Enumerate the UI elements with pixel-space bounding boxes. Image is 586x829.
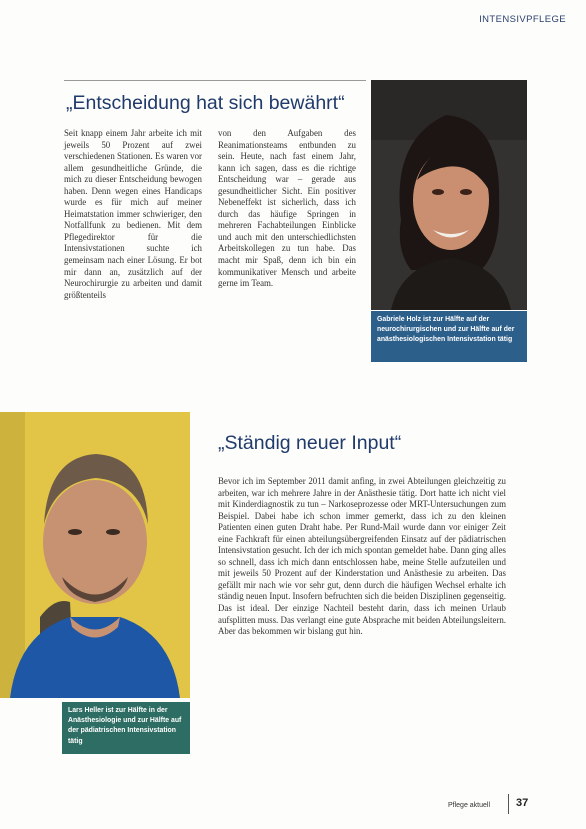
title-rule <box>64 80 366 81</box>
caption-1: Gabriele Holz ist zur Hälfte auf der neurochirurgischen und zur Hälfte auf der anästhesiologischen Intensivstation tätig <box>371 311 527 362</box>
article2-title: „Ständig neuer Input“ <box>218 432 402 454</box>
article1-col1-text: Seit knapp einem Jahr arbeite ich mit jeweils 50 Prozent auf zwei verschiedenen Stationen. Es waren vor allem gesundheitliche Gründe, die mich zu dieser Entscheidung bewogen haben. Denn wegen eines Handicaps wurde es für mich auf meiner Heimatstation immer schwieriger, den Notfallfunk zu bedienen. Mit dem Pflegedirektor für die Intensivstationen suchte ich gemeinsam nach einer Lösung. Er bot mir dann an, zusätzlich auf der Neurochirurgie zu arbeiten und damit größtenteils <box>64 128 202 300</box>
portrait-woman-illustration <box>371 80 527 310</box>
article1-title: „Entscheidung hat sich bewährt“ <box>66 92 345 114</box>
portrait-man-illustration <box>0 412 190 698</box>
article1-column-2 <box>218 128 356 290</box>
portrait-photo-1 <box>371 80 527 310</box>
article1-column-1 <box>64 128 202 301</box>
page-number: 37 <box>516 797 529 809</box>
article2-body <box>218 476 506 638</box>
portrait-photo-2 <box>0 412 190 698</box>
footer-divider <box>508 794 509 814</box>
article2-body-text: Bevor ich im September 2011 damit anfing, in zwei Abteilungen gleichzeitig zu arbeiten, war ich mehrere Jahre in der Anästhesie tätig. Dort hatte ich nicht viel mit Kinderdiagnostik zu tun – Narkoseprozesse oder MRT-Untersuchungen zum Beispiel. Dabei habe ich schon immer gemerkt, dass ich zu den kleinen Patienten einen guten Draht habe. Per Rund-Mail wurde dann vor einiger Zeit eine Fachkraft für einen abteilungsübergreifenden Einsatz auf der pädiatrischen Intensivstation gesucht. Ich der ich mich spontan gemeldet habe. Dann ging alles so schnell, dass ich mich dann entschlossen habe, meine Stelle aufzuteilen und mit jeweils 50 Prozent auf der Kinderstation und Anästhesie zu arbeiten. Das gefällt mir nach wie vor sehr gut, denn durch die häufigen Wechsel erhalte ich ständig neuen Input. Insofern befruchten sich die beiden Disziplinen gegenseitig. Das ist ideal. Der einzige Nachteil besteht darin, dass ich meinen Urlaub aufsplitten muss. Das verlangt eine gute Absprache mit beiden Abteilungsleitern. Aber das bekommen wir bislang gut hin. <box>218 476 506 637</box>
footer-magazine: Pflege aktuell <box>448 802 491 809</box>
caption-2: Lars Heller ist zur Hälfte in der Anästhesiologie und zur Hälfte auf der pädiatrischen Intensivstation tätig <box>62 702 190 754</box>
section-label: INTENSIVPFLEGE <box>479 14 566 25</box>
article1-col2-text: von den Aufgaben des Reanimationsteams entbunden zu sein. Heute, nach fast einem Jahr, kann ich sagen, dass es die richtige Entscheidung war – gerade aus gesundheitlicher Sicht. Ein positiver Nebeneffekt ist sicherlich, dass ich durch das häufige Springen in mehreren Fachabteilungen Einblicke und auch mit den unterschiedlichsten Arbeitskollegen zu tun habe. Das macht mir Spaß, denn ich bin ein kommunikativer Mensch und arbeite gerne im Team. <box>218 128 356 289</box>
